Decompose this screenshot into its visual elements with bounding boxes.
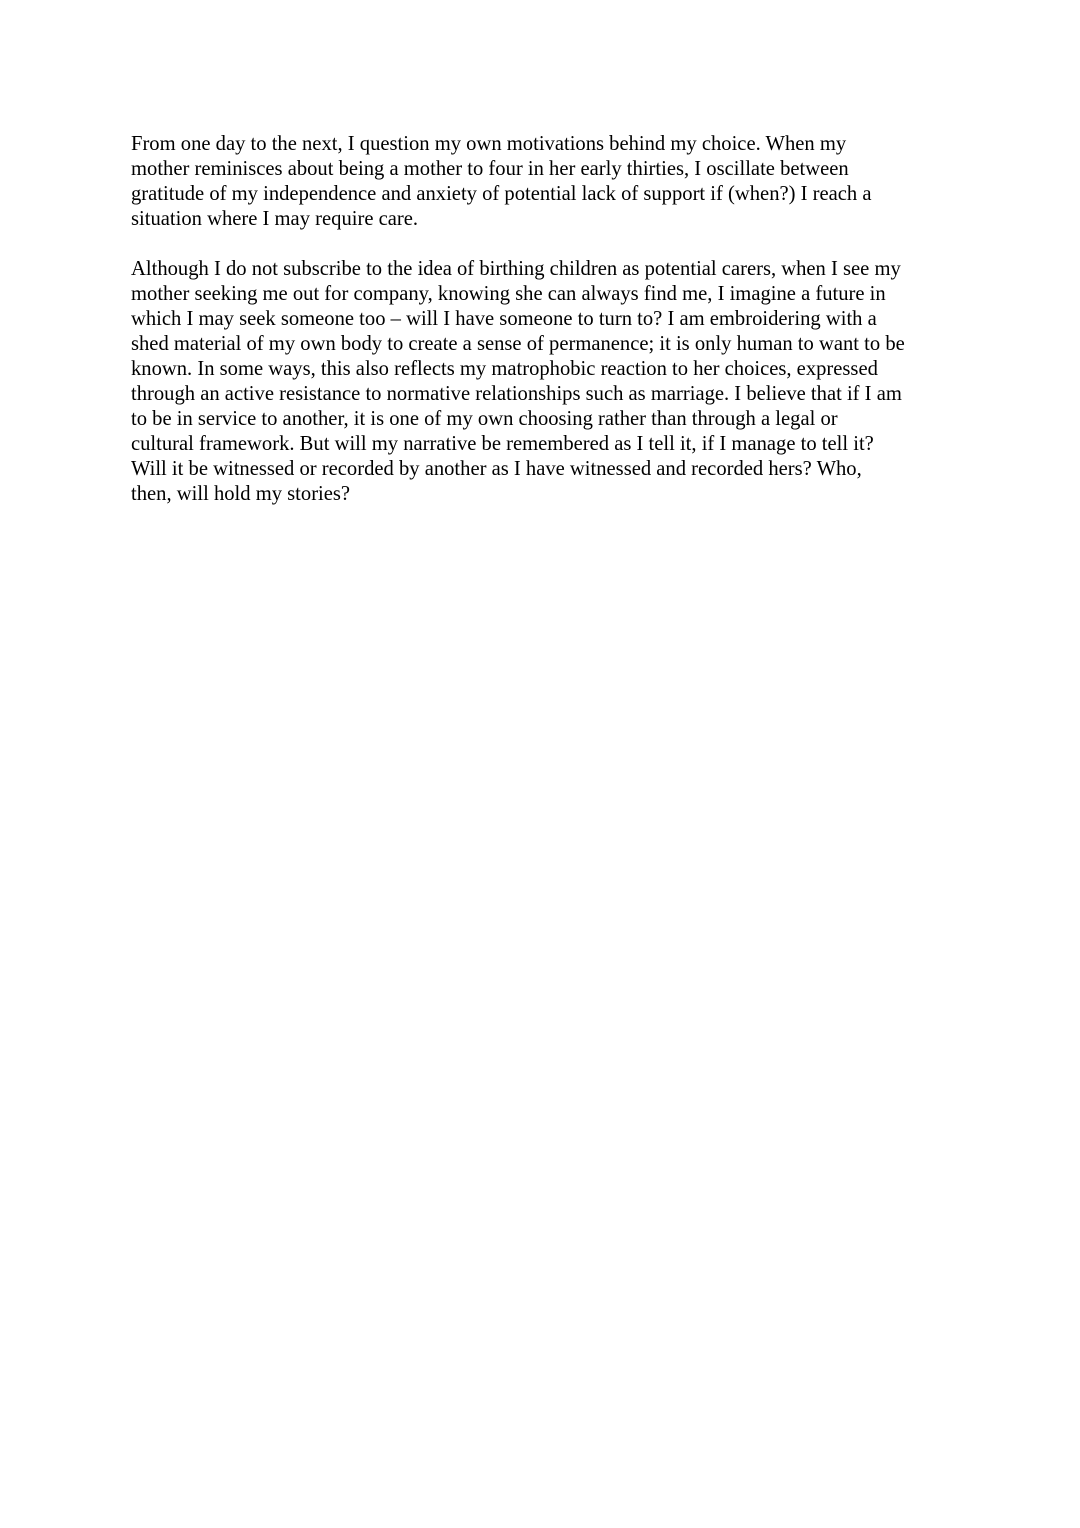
text-line: Although I do not subscribe to the idea of birthing children as potential carers, when I see my [131, 258, 901, 280]
text-line: known. In some ways, this also reflects my matrophobic reaction to her choices, expressed [131, 358, 878, 380]
document-body [131, 132, 961, 532]
text-line: shed material of my own body to create a sense of permanence; it is only human to want to be [131, 333, 905, 355]
text-line: mother seeking me out for company, knowing she can always find me, I imagine a future in [131, 283, 886, 305]
text-line: mother reminisces about being a mother to four in her early thirties, I oscillate between [131, 158, 849, 180]
text-line: then, will hold my stories? [131, 483, 351, 505]
paragraph-1 [131, 132, 961, 232]
text-line: to be in service to another, it is one of my own choosing rather than through a legal or [131, 408, 838, 430]
text-line: From one day to the next, I question my own motivations behind my choice. When my [131, 133, 847, 155]
text-line: gratitude of my independence and anxiety of potential lack of support if (when?) I reach a [131, 183, 872, 205]
text-line: situation where I may require care. [131, 208, 419, 230]
text-line: which I may seek someone too – will I have someone to turn to? I am embroidering with a [131, 308, 877, 330]
text-line: Will it be witnessed or recorded by another as I have witnessed and recorded hers? Who, [131, 458, 862, 480]
text-line: through an active resistance to normative relationships such as marriage. I believe that if I am [131, 383, 902, 405]
text-line: cultural framework. But will my narrative be remembered as I tell it, if I manage to tell it? [131, 433, 874, 455]
paragraph-2 [131, 257, 961, 507]
